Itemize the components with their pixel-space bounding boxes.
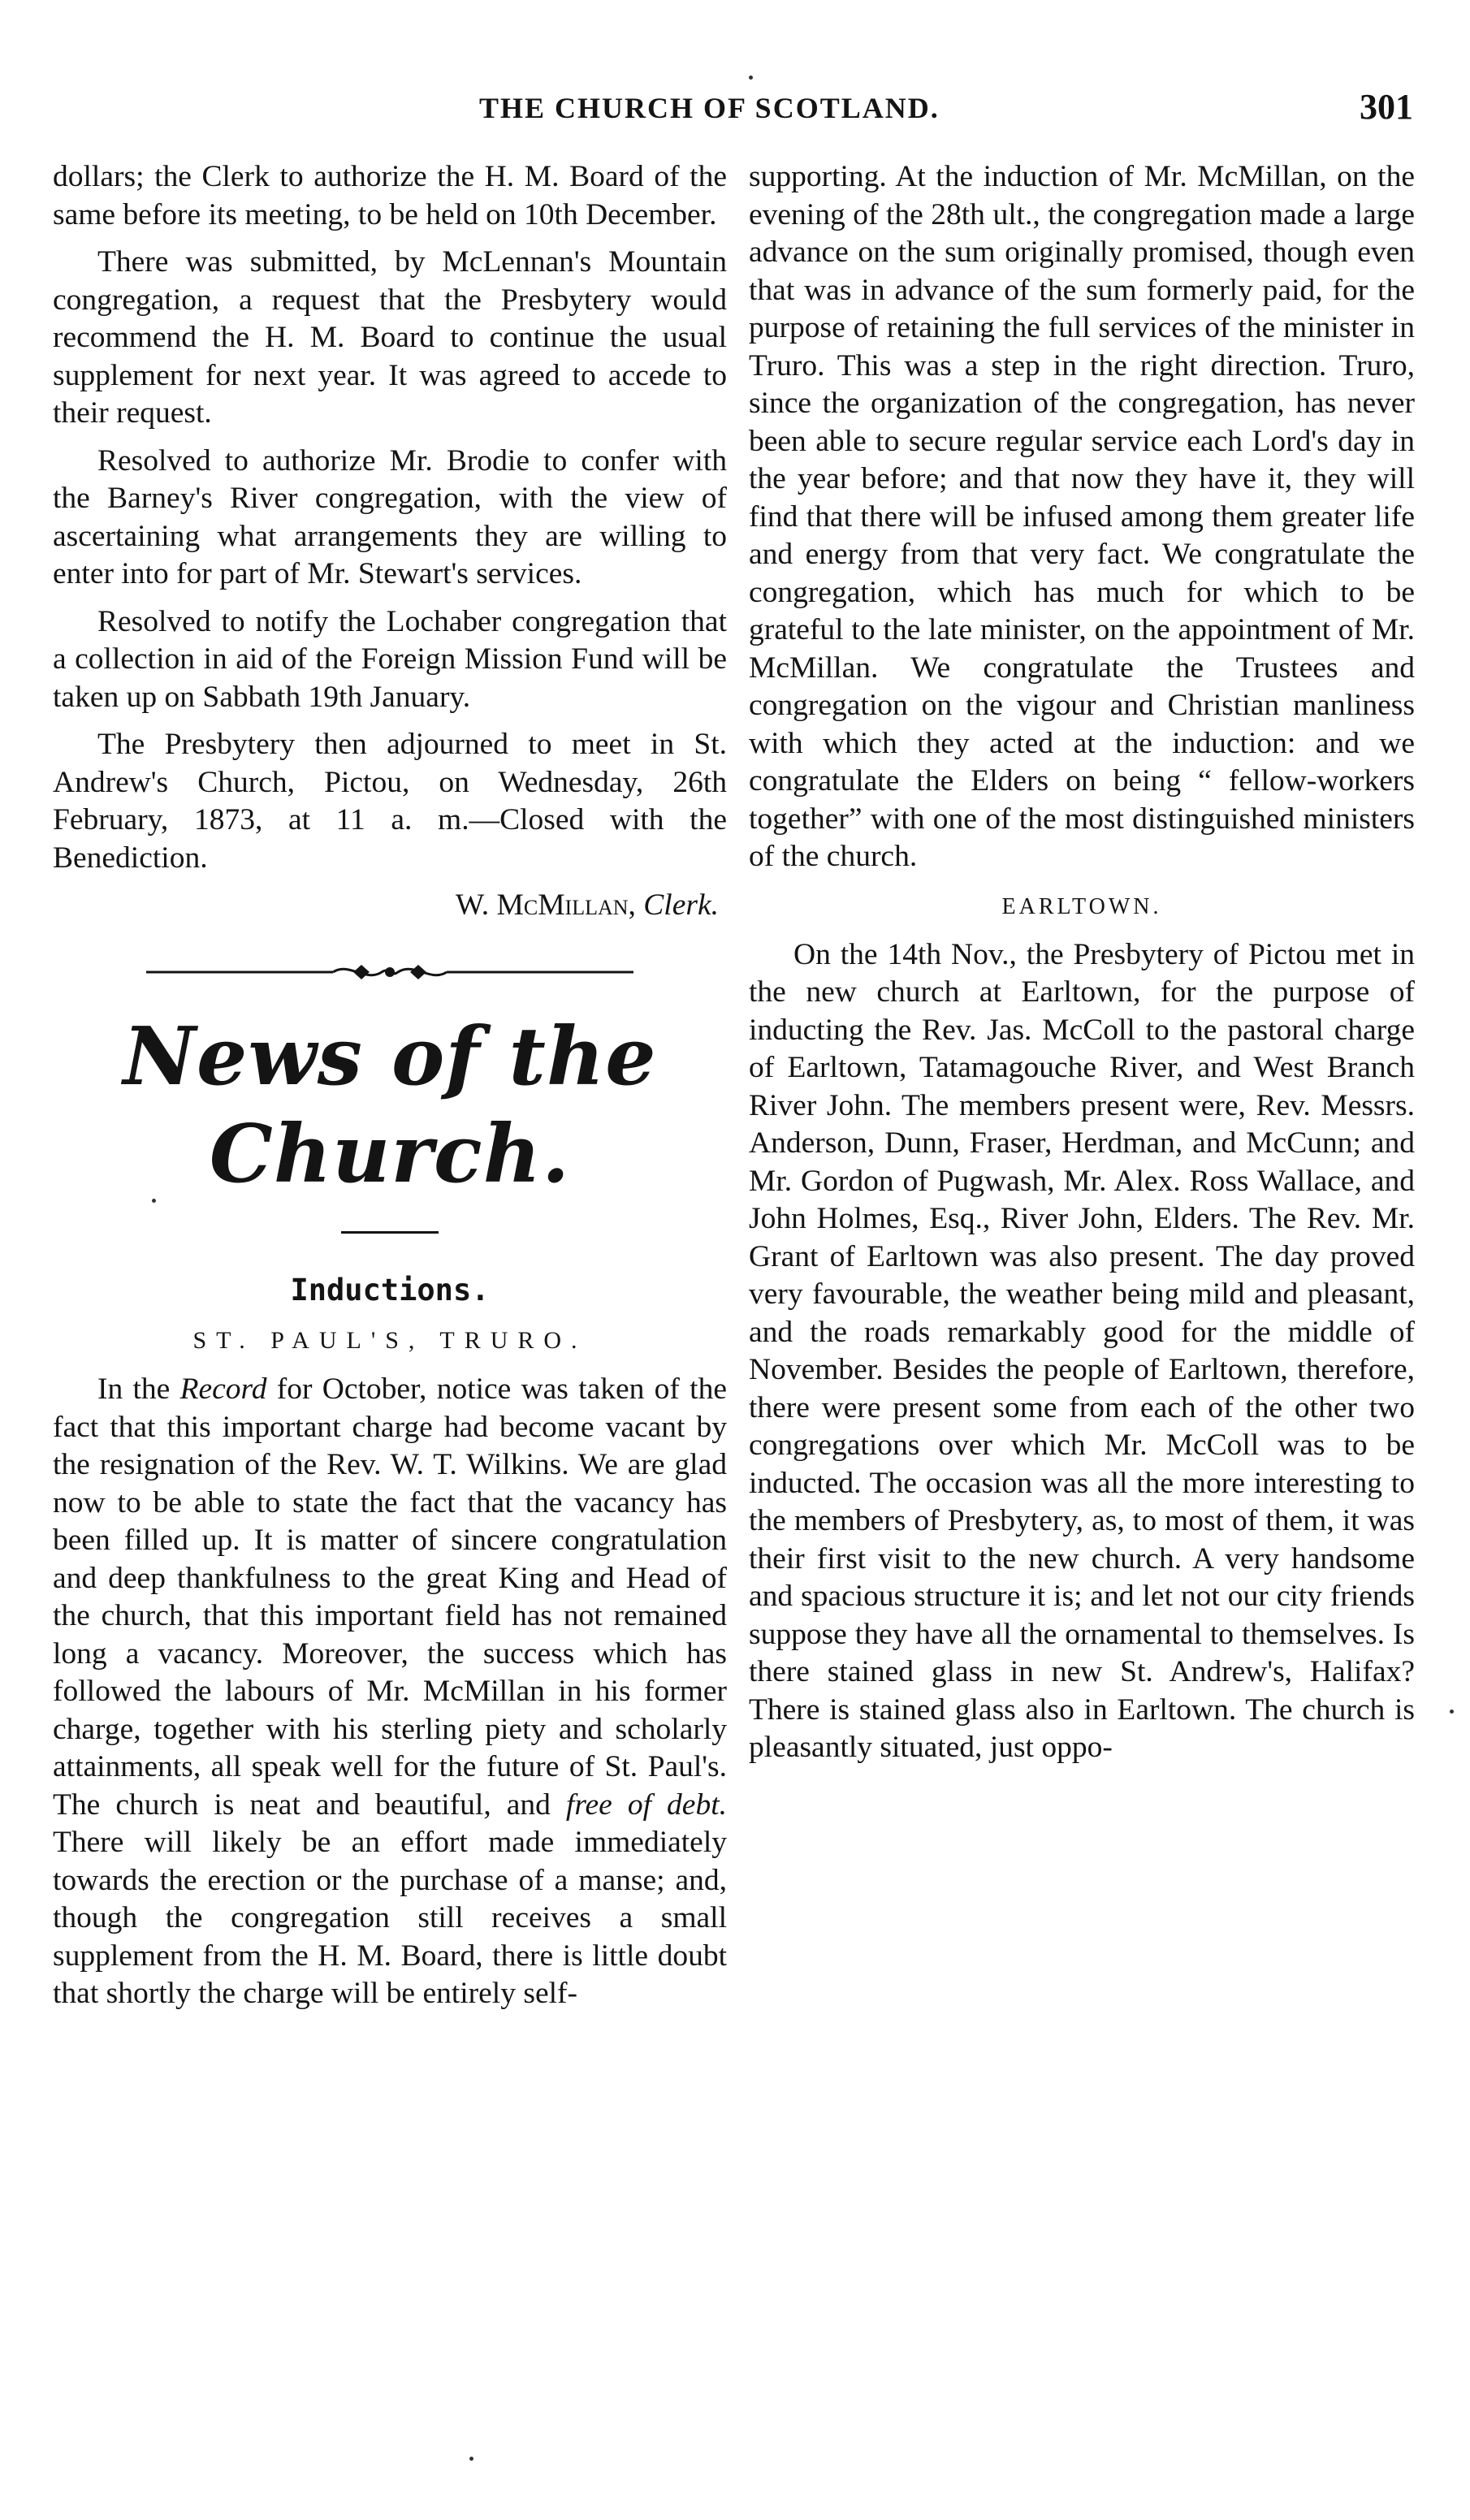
earltown-heading: EARLTOWN. — [1001, 893, 1162, 919]
signature-role: Clerk. — [643, 888, 719, 922]
left-paragraph-5: The Presbytery then adjourned to meet in St. Andrew's Church, Pictou, on Wednesday, 26th February, 1873, at 11 a. m.—Closed with the Benediction. — [53, 728, 727, 875]
running-head — [479, 87, 1413, 140]
stray-mark — [749, 76, 753, 80]
stray-mark — [152, 1199, 156, 1203]
left-paragraph-2: There was submitted, by McLennan's Mountain congregation, a request that the Presbytery would recommend the H. M. Board to continue the usual supplement for next year. It was agreed to accede to their request. — [53, 245, 727, 430]
p6-middle: for October, notice was taken of the fact that this important charge had become vacant by the resignation of the Rev. W. T. Wilkins. We are glad now to be able to state the fact that the vacancy has been filled up. It is matter of sincere congratulation and deep thankfulness to the great King and Head of the church, that this important field has not remained long a vacancy. Moreover, the success which has followed the labours of Mr. McMillan in his former charge, together with his sterling piety and scholarly attainments, all speak well for the future of St. Paul's. The church is neat and beautiful, and — [53, 1372, 727, 1822]
subsubsection-title: ST. PAUL'S, TRURO. — [192, 1327, 587, 1354]
left-paragraph-1: dollars; the Clerk to authorize the H. M. Board of the same before its meeting, to be held on 10th December. — [53, 160, 727, 231]
stray-mark — [1450, 1710, 1454, 1714]
running-title: THE CHURCH OF SCOTLAND. — [479, 92, 940, 124]
subsection-title: Inductions. — [290, 1273, 490, 1308]
left-paragraph-4: Resolved to notify the Lochaber congregation that a collection in aid of the Foreign Mission Fund will be taken up on Sabbath 19th January. — [53, 604, 727, 714]
page-number: 301 — [1360, 87, 1413, 127]
record-title: Record — [179, 1372, 267, 1406]
stray-mark — [469, 2457, 473, 2461]
section-title: News of the Church. — [123, 1010, 657, 1201]
right-paragraph-2: On the 14th Nov., the Presbytery of Pictou met in the new church at Earltown, for the purpose of inducting the Rev. Jas. McColl to the pastoral charge of Earltown, Tatamagouche River, and West Branch River John. The members present were, Rev. Messrs. Anderson, Dunn, Fraser, Herdman, and McCunn; and Mr. Gordon of Pugwash, Mr. Alex. Ross Wallace, and John Holmes, Esq., River John, Elders. The Rev. Mr. Grant of Earltown was also present. The day proved very favourable, the weather being mild and pleasant, and the roads remarkably good for the middle of November. Besides the people of Earltown, therefore, there were present some from each of the other two congregations over which Mr. McColl was to be inducted. The occasion was all the more interesting to the members of Presbytery, as, to most of them, it was their first visit to the new church. A very handsome and spacious structure it is; and let not our city friends suppose they have all the ornamental to themselves. Is there stained glass in new St. Andrew's, Halifax? There is stained glass also in Earltown. The church is pleasantly situated, just oppo- — [749, 937, 1415, 1764]
clerk-signature — [53, 887, 727, 924]
right-paragraph-1: supporting. At the induction of Mr. McMillan, on the evening of the 28th ult., the congregation made a large advance on the sum originally promised, though even that was in advance of the sum formerly paid, for the purpose of retaining the full services of the minister in Truro. This was a step in the right direction. Truro, since the organization of the congregation, has never been able to secure regular service each Lord's day in the year before; and that now they have it, they will find that there will be infused among them greater life and energy from that very fact. We congratulate the congregation, which has much for which to be grateful to the late minister, on the appointment of Mr. McMillan. We congratulate the Trustees and congregation on the vigour and Christian manliness with which they acted at the induction: and we congratulate the Elders on being “ fellow-workers together” with one of the most distinguished ministers of the church. — [749, 160, 1415, 873]
p6-before-record: In the — [97, 1372, 180, 1406]
left-column — [53, 158, 727, 2023]
ornament-divider-icon — [146, 960, 633, 984]
left-paragraph-6 — [53, 1371, 727, 2013]
left-paragraph-3: Resolved to authorize Mr. Brodie to confer with the Barney's River congregation, with the view of ascertaining what arrangements they are willing to enter into for part of Mr. Stewart's services. — [53, 443, 727, 590]
right-column — [749, 158, 1415, 1777]
section-rule — [341, 1231, 439, 1234]
p6-after: There will likely be an effort made immediately towards the erection or the purchase of a manse; and, though the congregation still receives a small supplement from the H. M. Board, there is little doubt that shortly the charge will be entirely self- — [53, 1826, 727, 2010]
free-of-debt: free of debt. — [565, 1787, 727, 1822]
signature-name: W. McMillan, — [455, 888, 636, 922]
